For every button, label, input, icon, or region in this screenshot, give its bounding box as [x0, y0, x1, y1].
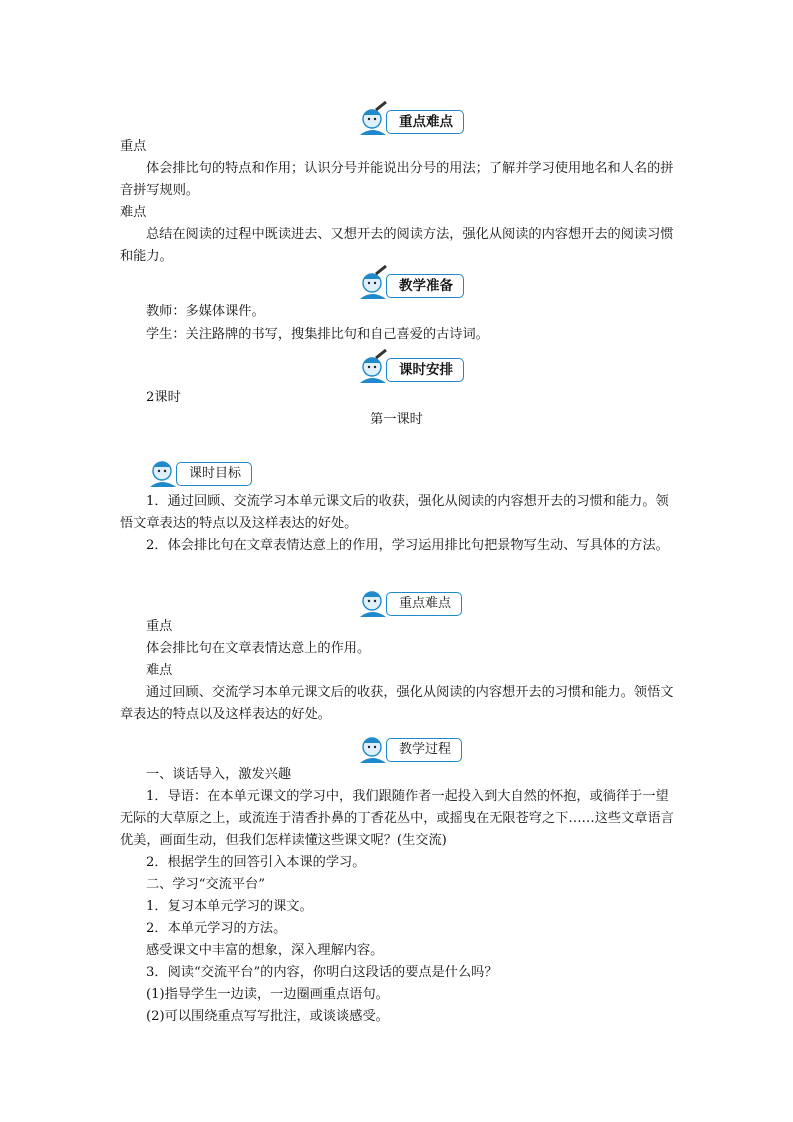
process-body — [120, 764, 676, 1028]
key-label: 重点 — [120, 139, 147, 154]
prep-student: 学生：关注路牌的书写，搜集排比句和自己喜爱的古诗词。 — [146, 327, 489, 342]
process-heading-1: 一、谈话导入，激发兴趣 — [146, 767, 292, 782]
section-title: 教学过程 — [386, 738, 462, 762]
key-text: 体会排比句的特点和作用；认识分号并能说出分号的用法；了解并学习使用地名和人名的拼音拼写规则。 — [120, 161, 674, 198]
section-title: 教学准备 — [386, 274, 464, 298]
process-para: (1)指导学生一边读，一边圈画重点语句。 — [146, 987, 389, 1002]
difficulty-text-2: 通过回顾、交流学习本单元课文后的收获，强化从阅读的内容想开去的习惯和能力。领悟文章表达的特点以及这样表达的好处。 — [120, 685, 674, 722]
lesson-title: 第一课时 — [370, 412, 423, 427]
key-text-2: 体会排比句在文章表情达意上的作用。 — [146, 641, 371, 656]
difficulty-label-2: 难点 — [146, 663, 173, 678]
section-title: 重点难点 — [386, 592, 462, 616]
prep-teacher: 教师：多媒体课件。 — [146, 304, 265, 319]
difficulty-label: 难点 — [120, 205, 147, 220]
process-heading-2: 二、学习“交流平台” — [146, 877, 265, 892]
process-para: 感受课文中丰富的想象，深入理解内容。 — [146, 943, 384, 958]
process-para: 3．阅读“交流平台”的内容，你明白这段话的要点是什么吗？ — [146, 965, 498, 980]
process-para: 2．根据学生的回答引入本课的学习。 — [146, 855, 366, 870]
goal-2: 2．体会排比句在文章表情达意上的作用，学习运用排比句把景物写生动、写具体的方法。 — [146, 538, 669, 553]
process-para: 1．导语：在本单元课文的学习中，我们跟随作者一起投入到大自然的怀抱，或徜徉于一望无际的大草原之上，或流连于清香扑鼻的丁香花丛中，或摇曳在无限苍穹之下……这些文章语言优美，画面生动，但我们怎样读懂这些课文呢？(生交流) — [120, 789, 674, 848]
goal-1: 1．通过回顾、交流学习本单元课文后的收获，强化从阅读的内容想开去的习惯和能力。领悟文章表达的特点以及这样表达的好处。 — [120, 494, 669, 531]
section-title: 课时目标 — [176, 462, 252, 486]
difficulty-text: 总结在阅读的过程中既读进去、又想开去的阅读方法，强化从阅读的内容想开去的阅读习惯和能力。 — [120, 227, 674, 264]
process-para: (2)可以围绕重点写写批注，或谈谈感受。 — [146, 1009, 389, 1024]
schedule-hours: 2课时 — [146, 390, 181, 405]
key-label-2: 重点 — [146, 619, 173, 634]
section-title: 重点难点 — [386, 110, 464, 134]
process-para: 2．本单元学习的方法。 — [146, 921, 287, 936]
section-title: 课时安排 — [386, 358, 464, 382]
process-para: 1．复习本单元学习的课文。 — [146, 899, 313, 914]
